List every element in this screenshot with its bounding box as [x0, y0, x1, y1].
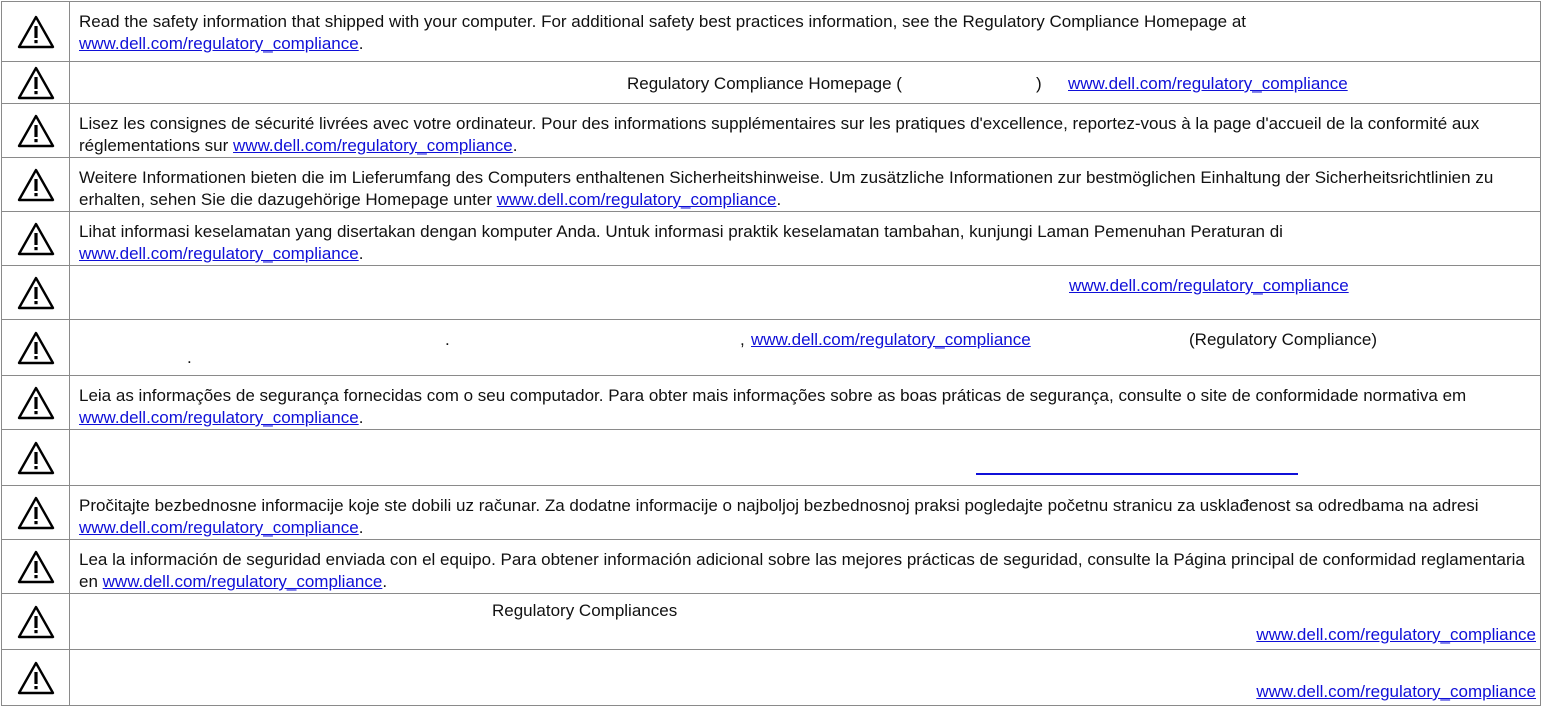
notice-segment: (Regulatory Compliance)	[1189, 330, 1378, 349]
notice-end: .	[358, 518, 364, 537]
notice-text	[70, 62, 1541, 103]
compliance-link[interactable]: www.dell.com/regulatory_compliance	[79, 518, 359, 537]
warning-triangle-icon	[1, 650, 70, 705]
notice-segment: Regulatory Compliances	[492, 601, 678, 620]
notice-text	[70, 486, 1541, 539]
warning-triangle-icon	[1, 212, 70, 265]
notice-text	[70, 320, 1541, 375]
notice-text	[70, 376, 1541, 429]
safety-notice-table	[1, 1, 1541, 706]
warning-triangle-icon	[1, 158, 70, 211]
notice-text	[70, 540, 1541, 593]
warning-triangle-icon	[1, 320, 70, 375]
notice-row-german	[1, 158, 1541, 212]
compliance-link[interactable]: www.dell.com/regulatory_compliance	[233, 136, 513, 155]
warning-triangle-icon	[1, 266, 70, 319]
notice-row-english	[1, 2, 1541, 62]
notice-body: Pročitajte bezbednosne informacije koje ste dobili uz računar. Za dodatne informacije o najboljoj bezbednosnoj praksi pogledajte početnu stranicu za usklađenost sa odredbama na adresi	[79, 496, 1479, 515]
compliance-link[interactable]: www.dell.com/regulatory_compliance	[79, 244, 359, 263]
notice-text	[70, 594, 1541, 649]
compliance-link[interactable]: www.dell.com/regulatory_compliance	[1069, 276, 1349, 295]
warning-triangle-icon	[1, 486, 70, 539]
compliance-link[interactable]: www.dell.com/regulatory_compliance	[1256, 682, 1536, 701]
notice-body: Read the safety information that shipped with your computer. For additional safety best practices information, see the Regulatory Compliance Homepage at	[79, 12, 1247, 31]
warning-triangle-icon	[1, 540, 70, 593]
compliance-link[interactable]: www.dell.com/regulatory_compliance	[79, 34, 359, 53]
notice-row-french	[1, 104, 1541, 158]
notice-text	[70, 2, 1541, 61]
notice-row-russian	[1, 430, 1541, 486]
compliance-link-underline[interactable]	[976, 473, 1298, 475]
notice-end: .	[358, 244, 364, 263]
notice-punctuation: ,	[740, 330, 745, 349]
notice-body: Lea la información de seguridad enviada con el equipo. Para obtener información adicional sobre las mejores prácticas de seguridad, consulte la Página principal de conformidad reglamentaria en	[79, 550, 1525, 591]
notice-text	[70, 104, 1541, 157]
compliance-link[interactable]: www.dell.com/regulatory_compliance	[79, 408, 359, 427]
notice-text	[70, 158, 1541, 211]
notice-end: .	[776, 190, 782, 209]
notice-segment: Regulatory Compliance Homepage (	[627, 74, 902, 93]
notice-end: .	[512, 136, 518, 155]
warning-triangle-icon	[1, 594, 70, 649]
notice-punctuation: .	[187, 348, 192, 367]
notice-row-spanish	[1, 540, 1541, 594]
notice-row-portuguese	[1, 376, 1541, 430]
notice-row-indonesian	[1, 212, 1541, 266]
warning-triangle-icon	[1, 62, 70, 103]
warning-triangle-icon	[1, 376, 70, 429]
notice-text	[70, 212, 1541, 265]
notice-row-korean	[1, 320, 1541, 376]
notice-row-chinese	[1, 62, 1541, 104]
warning-triangle-icon	[1, 2, 70, 61]
notice-row-serbian	[1, 486, 1541, 540]
compliance-link[interactable]: www.dell.com/regulatory_compliance	[1068, 74, 1348, 93]
notice-row-other	[1, 650, 1541, 706]
warning-triangle-icon	[1, 104, 70, 157]
warning-triangle-icon	[1, 430, 70, 485]
notice-body: Lihat informasi keselamatan yang disertakan dengan komputer Anda. Untuk informasi praktik keselamatan tambahan, kunjungi Laman Pemenuhan Peraturan di	[79, 222, 1283, 241]
notice-end: .	[358, 408, 364, 427]
compliance-link[interactable]: www.dell.com/regulatory_compliance	[496, 190, 777, 209]
notice-text	[70, 650, 1541, 705]
compliance-link[interactable]: www.dell.com/regulatory_compliance	[102, 572, 383, 591]
notice-body: Weitere Informationen bieten die im Lieferumfang des Computers enthaltenen Sicherheitshinweise. Um zusätzliche Informationen zur bestmöglichen Einhaltung der Sicherheitsrichtlinien zu erhalten, sehen Sie die dazugehörige Homepage unter	[79, 168, 1494, 209]
notice-body: Lisez les consignes de sécurité livrées avec votre ordinateur. Pour des informations supplémentaires sur les pratiques d'excellence, reportez-vous à la page d'accueil de la conformité aux réglementations sur	[79, 114, 1480, 155]
notice-row-japanese	[1, 266, 1541, 320]
notice-row-thai	[1, 594, 1541, 650]
compliance-link[interactable]: www.dell.com/regulatory_compliance	[1256, 625, 1536, 644]
notice-body: Leia as informações de segurança fornecidas com o seu computador. Para obter mais informações sobre as boas práticas de segurança, consulte o site de conformidade normativa em	[79, 386, 1467, 405]
notice-end: .	[358, 34, 364, 53]
notice-segment: )	[1036, 74, 1042, 93]
notice-punctuation: .	[445, 330, 450, 349]
notice-text	[70, 266, 1541, 319]
compliance-link[interactable]: www.dell.com/regulatory_compliance	[751, 330, 1031, 349]
notice-end: .	[382, 572, 388, 591]
notice-text	[70, 430, 1541, 485]
